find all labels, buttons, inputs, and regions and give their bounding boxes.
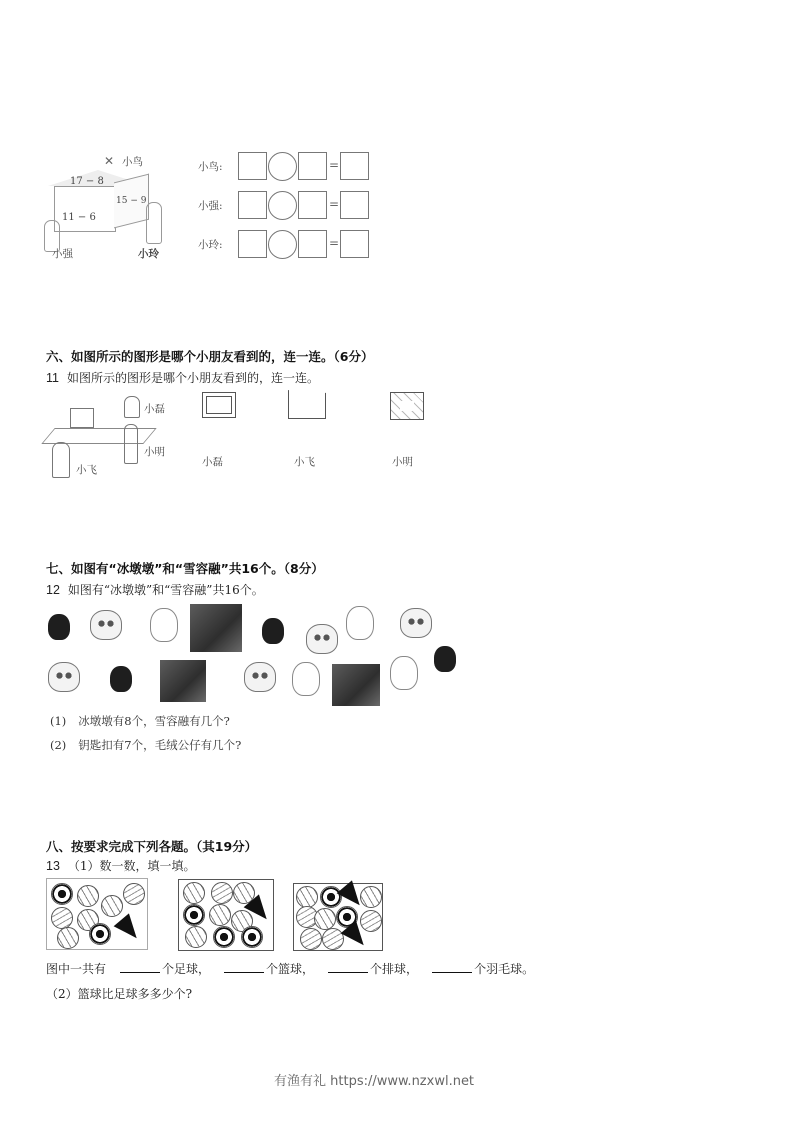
basketball-icon (57, 927, 79, 949)
answer-box-1[interactable] (238, 191, 267, 219)
answer-box-2[interactable] (298, 191, 327, 219)
bingdwendwen-keychain-photo (160, 660, 206, 702)
footer-watermark: 有渔有礼 https://www.nzxwl.net (274, 1074, 475, 1089)
volleyball-icon (211, 882, 233, 904)
question-number: 11 (46, 371, 59, 385)
monitor-back-view-icon (390, 392, 424, 420)
equation-grid (198, 152, 373, 260)
child-lei-figure (124, 396, 140, 418)
volleyball-icon (123, 883, 145, 905)
operator-circle[interactable] (268, 191, 297, 220)
soccer-ball-icon (241, 926, 263, 948)
child-ming-label: 小明 (144, 446, 165, 458)
equation-row-bird (198, 152, 373, 182)
section-8-title: 八、按要求完成下列各题。（其19分） (46, 839, 258, 854)
bingdwendwen-plush-icon (244, 662, 276, 692)
fill-item-basketball: 个篮球， (266, 962, 315, 976)
operator-circle[interactable] (268, 152, 297, 181)
bingdwendwen-keychain-photo (190, 604, 242, 652)
ball-panel-2 (178, 879, 274, 951)
section-6-title: 六、如图所示的图形是哪个小朋友看到的，连一连。（6分） (46, 349, 374, 364)
soccer-ball-icon (320, 886, 342, 908)
child-lei-label: 小磊 (144, 403, 165, 415)
bird-label: 小鸟 (122, 156, 143, 168)
question-number: 13 (46, 859, 60, 873)
soccer-ball-icon (51, 883, 73, 905)
mascot-picture (44, 600, 469, 710)
basketball-icon (185, 926, 207, 948)
volleyball-icon (322, 928, 344, 950)
volleyball-count-blank[interactable] (328, 960, 368, 973)
basketball-icon (101, 895, 123, 917)
answer-box-1[interactable] (238, 230, 267, 258)
shuey-rhon-rhon-plush-icon (150, 608, 178, 642)
bingdwendwen-plush-icon (48, 662, 80, 692)
part-2-question: （2）篮球比足球多多少个? (46, 987, 193, 1001)
shuey-rhon-rhon-plush-icon (346, 606, 374, 640)
soccer-ball-icon (213, 926, 235, 948)
ball-panel-1 (46, 878, 148, 950)
child-fei-label: 小飞 (76, 464, 97, 476)
shuey-rhon-rhon-plush-icon (292, 662, 320, 696)
answer-box-result[interactable] (340, 191, 369, 219)
bird-icon: ✕ (104, 154, 115, 168)
bingdwendwen-plush-icon (90, 610, 122, 640)
answer-box-2[interactable] (298, 230, 327, 258)
question-number: 12 (46, 583, 60, 597)
question-11 (46, 369, 319, 386)
answer-box-result[interactable] (340, 230, 369, 258)
fill-prefix: 图中一共有 (46, 962, 107, 976)
house-expression-side: 15 − 9 (116, 196, 147, 206)
question-text: 如图有“冰墩墩”和“雪容融”共16个。 (67, 583, 264, 597)
fill-item-soccer: 个足球， (162, 962, 211, 976)
fill-item-volleyball: 个排球， (370, 962, 419, 976)
sub-question-text: 冰墩墩有8个，雪容融有几个? (78, 714, 230, 728)
volleyball-icon (300, 928, 322, 950)
volleyball-icon (51, 907, 73, 929)
view-option-front[interactable] (200, 392, 240, 472)
bingdwendwen-keychain-icon (262, 618, 284, 644)
answer-box-2[interactable] (298, 152, 327, 180)
monitor-front-view-icon (202, 392, 236, 418)
bingdwendwen-plush-icon (306, 624, 338, 654)
sub-question-number: (2) (50, 738, 67, 752)
fill-item-shuttlecock: 个羽毛球。 (474, 962, 535, 976)
question-13 (46, 857, 196, 874)
view-label: 小明 (392, 456, 413, 468)
basketball-icon (183, 882, 205, 904)
section-7-title: 七、如图有“冰墩墩”和“雪容融”共16个。（8分） (46, 561, 324, 576)
soccer-count-blank[interactable] (120, 960, 160, 973)
operator-circle[interactable] (268, 230, 297, 259)
answer-box-result[interactable] (340, 152, 369, 180)
bingdwendwen-keychain-icon (48, 614, 70, 640)
monitor-shape (70, 408, 94, 428)
house-body (54, 186, 116, 232)
bingdwendwen-plush-icon (400, 608, 432, 638)
house-expression-front: 11 − 6 (62, 212, 96, 223)
sub-question-1 (50, 713, 230, 729)
sub-question-text: 钥匙扣有7个，毛绒公仔有几个? (78, 738, 242, 752)
question-12 (46, 581, 264, 598)
basketball-icon (360, 886, 382, 908)
fill-in-line (46, 960, 534, 977)
equals-sign: = (329, 158, 340, 172)
basketball-icon (209, 904, 231, 926)
basketball-count-blank[interactable] (224, 960, 264, 973)
child-ming-figure (124, 424, 138, 464)
answer-box-1[interactable] (238, 152, 267, 180)
shuttlecock-icon (114, 913, 145, 944)
bingdwendwen-keychain-photo (332, 664, 380, 706)
row-label: 小强: (198, 200, 223, 212)
question-text: 如图所示的图形是哪个小朋友看到的，连一连。 (66, 371, 319, 385)
house-scene-figure (42, 148, 172, 263)
part-1-text: （1）数一数，填一填。 (67, 859, 196, 873)
row-label: 小鸟: (198, 161, 223, 173)
bingdwendwen-keychain-icon (434, 646, 456, 672)
equation-row-qiang (198, 191, 373, 221)
soccer-ball-icon (89, 923, 111, 945)
basketball-icon (77, 885, 99, 907)
shuttlecock-count-blank[interactable] (432, 960, 472, 973)
child-ling-label: 小玲 (138, 248, 159, 260)
soccer-ball-icon (183, 904, 205, 926)
equation-row-ling (198, 230, 373, 260)
sub-question-number: (1) (50, 714, 67, 728)
child-qiang-label: 小强 (52, 248, 73, 260)
shuey-rhon-rhon-keychain-icon (390, 656, 418, 690)
child-fei-figure (52, 442, 70, 478)
house-expression-roof: 17 − 8 (70, 176, 104, 187)
basketball-icon (296, 886, 318, 908)
basketball-icon (314, 908, 336, 930)
monitor-side-view-icon (288, 390, 326, 419)
view-option-side[interactable] (288, 390, 328, 470)
equals-sign: = (329, 236, 340, 250)
sub-question-2 (50, 737, 241, 753)
computer-scene-figure (44, 392, 174, 482)
equals-sign: = (329, 197, 340, 211)
row-label: 小玲: (198, 239, 223, 251)
ball-panel-3 (293, 883, 383, 951)
view-option-back[interactable] (388, 390, 428, 470)
child-ling-figure (146, 202, 162, 244)
bingdwendwen-keychain-icon (110, 666, 132, 692)
view-label: 小磊 (202, 456, 223, 468)
view-label: 小飞 (294, 456, 315, 468)
